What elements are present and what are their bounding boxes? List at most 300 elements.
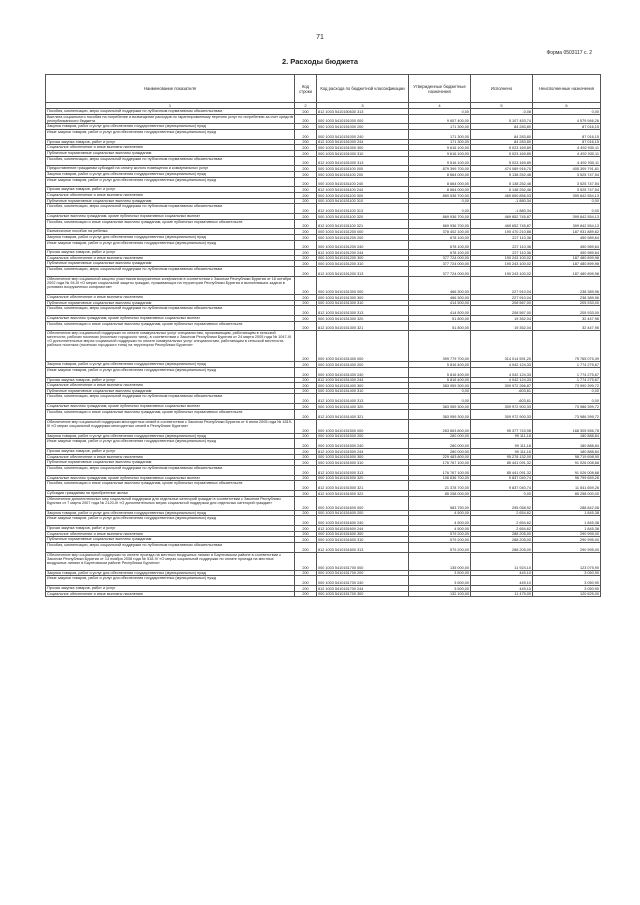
cell-classification-code: 000 1003 5410151300 000 (317, 276, 409, 294)
cell-remaining: 98 719 698,90 (533, 454, 601, 460)
cell-line-code: 200 (295, 448, 317, 454)
cell-classification-code: 000 1003 5410151400 300 (317, 383, 409, 389)
cell-classification-code: 000 1003 5410151600 300 (317, 531, 409, 537)
column-header-name: Наименование показателя (46, 75, 295, 103)
cell-line-code: 200 (295, 267, 317, 277)
cell-classification-code: 000 1003 5410151500 300 (317, 454, 409, 460)
cell-approved: 869 936 700,00 (409, 213, 471, 219)
table-row (46, 542, 601, 552)
cell-name: Социальное обеспечение и иные выплаты населению (46, 591, 295, 597)
cell-executed: 19 352,04 (471, 316, 533, 322)
cell-remaining: 450 989,64 (533, 234, 601, 240)
cell-approved: 5 816 400,00 (409, 367, 471, 377)
cell-remaining: 168 305 556,78 (533, 419, 601, 433)
cell-name: Ежемесячное пособие на ребенка (46, 229, 295, 235)
page-number: 71 (316, 34, 324, 41)
cell-remaining: 399 842 554,13 (533, 213, 601, 219)
cell-remaining: 3 050,90 (533, 570, 601, 576)
cell-approved: 383 959 300,00 (409, 409, 471, 419)
cell-executed: -603,61 (471, 388, 533, 394)
cell-remaining: 32 447,96 (533, 316, 601, 322)
column-header-classification: Код расхода по бюджетной классификации (317, 75, 409, 103)
cell-line-code: 200 (295, 109, 317, 115)
cell-remaining: 3 050,90 (533, 586, 601, 592)
cell-line-code: 200 (295, 404, 317, 410)
cell-executed: 2 654,62 (471, 516, 533, 526)
cell-approved: 85 258 000,00 (409, 490, 471, 496)
cell-executed: 288 205,00 (471, 531, 533, 537)
cell-approved: 263 663 800,00 (409, 419, 471, 433)
cell-name: Публичные нормативные социальные выплаты гражданам (46, 537, 295, 543)
cell-line-code: 200 (295, 439, 317, 449)
cell-name: Иные закупки товаров, работ и услуг для обеспечения государственных (муниципальных) нужд (46, 576, 295, 586)
cell-classification-code: 000 1003 5410151200 240 (317, 240, 409, 250)
cell-approved: 176 767 100,00 (409, 465, 471, 475)
cell-name: Прочая закупка товаров, работ и услуг (46, 377, 295, 383)
cell-name: Прочая закупка товаров, работ и услуг (46, 448, 295, 454)
cell-classification-code: 812 1003 5410151100 321 (317, 219, 409, 229)
table-row (46, 439, 601, 449)
cell-approved: 171 300,00 (409, 124, 471, 130)
cell-line-code: 200 (295, 552, 317, 570)
cell-classification-code: 812 1003 5410151500 321 (317, 481, 409, 491)
cell-remaining: 4 492 930,11 (533, 156, 601, 166)
cell-executed: 227 110,36 (471, 240, 533, 250)
cell-classification-code: 000 1003 5410151100 320 (317, 213, 409, 219)
cell-remaining: 0,00 (533, 109, 601, 115)
cell-line-code: 200 (295, 255, 317, 261)
table-row (46, 394, 601, 404)
cell-classification-code: 812 1003 5410151200 244 (317, 250, 409, 256)
cell-remaining: 290 995,00 (533, 542, 601, 552)
cell-approved: 0,00 (409, 198, 471, 204)
section-title: 2. Расходы бюджета (281, 57, 359, 66)
cell-name: Выплата социального пособия на погребение и возмещение расходов по гарантированному перечню услуг по погребению за счет средств республиканского бюджета (47, 114, 294, 123)
cell-remaining: 399 842 554,13 (533, 192, 601, 198)
column-header-executed: Исполнено (471, 75, 533, 103)
cell-executed: 4 042 124,33 (471, 367, 533, 377)
cell-remaining: 187 480 899,98 (533, 267, 601, 277)
cell-line-code: 200 (295, 229, 317, 235)
cell-classification-code: 000 1003 5410151100 310 (317, 198, 409, 204)
cell-name: Прочая закупка товаров, работ и услуг (46, 586, 295, 592)
cell-remaining: 3 050,90 (533, 576, 601, 586)
cell-approved: 0,00 (409, 394, 471, 404)
cell-approved: 9 616 100,00 (409, 150, 471, 156)
cell-approved: 378 402 100,00 (409, 229, 471, 235)
cell-classification-code: 000 1003 5410151200 200 (317, 234, 409, 240)
cell-remaining: 180 888,84 (533, 439, 601, 449)
cell-name: Публичные нормативные социальные выплаты гражданам (46, 198, 295, 204)
cell-classification-code: 812 1003 5410151400 321 (317, 409, 409, 419)
cell-approved: 4 500,00 (409, 525, 471, 531)
cell-approved: 280 000,00 (409, 448, 471, 454)
cell-approved: 5 816 400,00 (409, 362, 471, 368)
cell-remaining: 205 933,00 (533, 306, 601, 316)
cell-approved: 51 800,00 (409, 321, 471, 331)
cell-classification-code: 000 1003 5410151600 240 (317, 516, 409, 526)
cell-classification-code: 000 1003 5410151500 240 (317, 439, 409, 449)
cell-name: Обеспечение мер социальной поддержки по оплате коммунальных услуг специалистам, проживающим, работающим в сельской местности, рабочих поселках (поселках городского типа), в соответствии с Законом Республики Бурятия от 24 марта 2005 года № 1047-III «О дополнительных мерах социальной поддержки по оплате коммунальных услуг специалистам, работающим в сельской местности, рабочих поселках (поселках городского типа) на территории Республики Бурятия» (46, 331, 295, 362)
cell-executed: 469 650 856,03 (471, 192, 533, 198)
cell-executed: 309 972 900,33 (471, 409, 533, 419)
cell-line-code: 200 (295, 192, 317, 198)
cell-remaining: 180 888,84 (533, 433, 601, 439)
cell-remaining: 290 995,00 (533, 537, 601, 543)
cell-name: Закупка товаров, работ и услуг для обеспечения государственных (муниципальных) нужд (46, 171, 295, 177)
cell-name: Закупка товаров, работ и услуг для обеспечения государственных (муниципальных) нужд (46, 234, 295, 240)
cell-remaining: 4 579 946,26 (533, 114, 601, 124)
cell-name: Пособия, компенсации, меры социальной поддержки по публичным нормативным обязательствам (46, 306, 295, 316)
cell-remaining: 75 765 075,39 (533, 331, 601, 362)
cell-approved: 229 483 800,00 (409, 454, 471, 460)
cell-approved: 377 724 000,00 (409, 255, 471, 261)
cell-executed: 208 567,00 (471, 306, 533, 316)
cell-line-code: 200 (295, 490, 317, 496)
cell-name: Иные закупки товаров, работ и услуг для обеспечения государственных (муниципальных) нужд (46, 516, 295, 526)
cell-line-code: 200 (295, 367, 317, 377)
cell-executed: 19 352,04 (471, 321, 533, 331)
cell-remaining: 1 845,38 (533, 516, 601, 526)
cell-name: Публичные нормативные социальные выплаты гражданам (46, 460, 295, 466)
cell-line-code: 200 (295, 531, 317, 537)
cell-line-code: 200 (295, 409, 317, 419)
cell-executed: 449,10 (471, 586, 533, 592)
cell-executed: 288 205,00 (471, 537, 533, 543)
cell-remaining: 87 016,15 (533, 129, 601, 139)
cell-remaining: 238 389,96 (533, 295, 601, 301)
cell-approved: 9 516 100,00 (409, 156, 471, 166)
cell-name: Социальное обеспечение и иные выплаты населению (46, 383, 295, 389)
cell-name: Публичные нормативные социальные выплаты гражданам (46, 261, 295, 267)
cell-name: Субсидии гражданам на приобретение жилья (46, 490, 295, 496)
cell-classification-code: 000 1003 5410151500 200 (317, 433, 409, 439)
cell-approved: 280 000,00 (409, 433, 471, 439)
cell-name: Иные закупки товаров, работ и услуг для обеспечения государственных (муниципальных) нужд (46, 439, 295, 449)
cell-name: Пособия, компенсации и иные социальные выплаты гражданам, кроме публичных нормативных обязательств (46, 321, 295, 331)
table-row (46, 409, 601, 419)
cell-name: Пособия, компенсации, меры социальной поддержки по публичным нормативным обязательствам (46, 465, 295, 475)
cell-executed: 208 567,00 (471, 300, 533, 306)
table-row (46, 481, 601, 491)
cell-name: Социальное обеспечение и иные выплаты населению (46, 454, 295, 460)
cell-approved: 678 100,00 (409, 250, 471, 256)
cell-remaining: 96 799 659,26 (533, 475, 601, 481)
cell-approved: 280 000,00 (409, 439, 471, 449)
column-number: 3 (317, 103, 409, 109)
cell-name: Социальное обеспечение и иные выплаты населению (46, 255, 295, 261)
table-row (46, 156, 601, 166)
cell-line-code: 200 (295, 388, 317, 394)
cell-executed: 474 089 916,70 (471, 166, 533, 172)
cell-remaining: 4 492 930,11 (533, 145, 601, 151)
cell-classification-code: 000 1003 5410151400 310 (317, 388, 409, 394)
cell-executed: 84 283,80 (471, 124, 533, 130)
table-row (46, 306, 601, 316)
cell-name: Иные закупки товаров, работ и услуг для обеспечения государственных (муниципальных) нужд (46, 129, 295, 139)
cell-executed: 85 441 091,32 (471, 465, 533, 475)
cell-line-code: 200 (295, 377, 317, 383)
cell-name: Социальные выплаты гражданам, кроме публичных нормативных социальных выплат (46, 404, 295, 410)
cell-classification-code: 812 1003 5410151500 322 (317, 490, 409, 496)
cell-name: Прочая закупка товаров, работ и услуг (46, 250, 295, 256)
cell-executed: 449,10 (471, 570, 533, 576)
table-row (46, 419, 601, 433)
cell-line-code: 200 (295, 321, 317, 331)
cell-approved: 0,00 (409, 388, 471, 394)
cell-line-code: 200 (295, 460, 317, 466)
cell-classification-code: 000 1003 5410151500 000 (317, 419, 409, 433)
cell-executed: 295 058,92 (471, 496, 533, 510)
cell-executed: 288 205,00 (471, 542, 533, 552)
cell-line-code: 200 (295, 219, 317, 229)
table-row (46, 496, 601, 510)
column-header-remaining: Неисполненные назначения (533, 75, 601, 103)
cell-classification-code: 812 1003 5410151500 313 (317, 465, 409, 475)
cell-line-code: 200 (295, 537, 317, 543)
cell-line-code: 200 (295, 276, 317, 294)
cell-line-code: 200 (295, 198, 317, 204)
cell-approved: 3 500,00 (409, 576, 471, 586)
cell-executed: 227 110,36 (471, 250, 533, 256)
cell-executed: 84 283,80 (471, 139, 533, 145)
table-row (46, 129, 601, 139)
cell-remaining: 3 525 747,54 (533, 177, 601, 187)
cell-classification-code: 000 1003 5410151100 240 (317, 177, 409, 187)
cell-executed: 5 138 252,46 (471, 177, 533, 187)
cell-executed: 227 910,04 (471, 295, 533, 301)
cell-remaining: 87 016,15 (533, 139, 601, 145)
cell-remaining: 1 774 275,67 (533, 362, 601, 368)
cell-name: Обеспечение дополнительных мер социальной поддержки для отдельных категорий граждан в соответствии с Законом Республики Бурятия от 7 марта 2007 года № 2120-III «О дополнительных мерах социальной поддержки для отдельных категорий граждан» (46, 496, 295, 510)
cell-classification-code: 000 1003 5410151000 200 (317, 124, 409, 130)
cell-name: Социальное обеспечение и иные выплаты населению (46, 295, 295, 301)
cell-name: Иные закупки товаров, работ и услуг для обеспечения государственных (муниципальных) нужд (46, 177, 295, 187)
table-row (46, 219, 601, 229)
cell-name: Пособия, компенсации, меры социальной поддержки по публичным нормативным обязательствам (46, 156, 295, 166)
cell-approved: 8 664 000,00 (409, 187, 471, 193)
cell-line-code: 200 (295, 475, 317, 481)
cell-approved: 51 800,00 (409, 316, 471, 322)
cell-name: Иные закупки товаров, работ и услуг для обеспечения государственных (муниципальных) нужд (46, 367, 295, 377)
cell-remaining: 450 989,64 (533, 250, 601, 256)
column-number: 1 (46, 103, 295, 109)
cell-line-code: 200 (295, 542, 317, 552)
cell-approved: 21 378 700,00 (409, 481, 471, 491)
cell-classification-code: 000 1003 5410151700 300 (317, 591, 409, 597)
column-header-line-code: Код строки (295, 75, 317, 103)
cell-remaining: 238 389,96 (533, 276, 601, 294)
cell-remaining: 11 541 659,26 (533, 481, 601, 491)
cell-classification-code: 000 1003 5410151000 240 (317, 129, 409, 139)
cell-approved: 678 100,00 (409, 234, 471, 240)
cell-approved: 8 664 000,00 (409, 177, 471, 187)
cell-classification-code: 000 1003 5410151300 300 (317, 295, 409, 301)
cell-approved: 106 636 700,00 (409, 475, 471, 481)
cell-line-code: 200 (295, 139, 317, 145)
cell-executed: 2 654,62 (471, 510, 533, 516)
cell-executed: 309 972 900,33 (471, 404, 533, 410)
cell-classification-code: 000 1003 5410151400 000 (317, 331, 409, 362)
cell-approved: 466 300,00 (409, 276, 471, 294)
cell-line-code: 200 (295, 433, 317, 439)
cell-approved: 383 959 300,00 (409, 383, 471, 389)
cell-approved: 377 724 000,00 (409, 261, 471, 267)
cell-classification-code: 000 1003 5410151400 320 (317, 404, 409, 410)
cell-name: Пособия, компенсации, меры социальной поддержки по публичным нормативным обязательствам (46, 542, 295, 552)
cell-name: Социальное обеспечение и иные выплаты населению (46, 145, 295, 151)
cell-executed: 469 652 745,87 (471, 213, 533, 219)
cell-approved: 0,00 (409, 204, 471, 214)
cell-name: Пособия, компенсации и иные социальные выплаты гражданам, кроме публичных нормативных обязательств (46, 219, 295, 229)
table-row (46, 276, 601, 294)
cell-classification-code: 000 1003 5410151200 310 (317, 261, 409, 267)
cell-approved: 579 200,00 (409, 531, 471, 537)
cell-line-code: 200 (295, 124, 317, 130)
cell-executed: 227 110,36 (471, 234, 533, 240)
cell-line-code: 200 (295, 465, 317, 475)
cell-name: Публичные нормативные социальные выплаты гражданам (46, 388, 295, 394)
cell-executed: 190 470 210,88 (471, 229, 533, 235)
cell-line-code: 200 (295, 213, 317, 219)
cell-name: Пособия, компенсации, меры социальной поддержки по публичным нормативным обязательствам (46, 204, 295, 214)
cell-executed: 314 014 591,20 (471, 331, 533, 362)
table-row (46, 240, 601, 250)
cell-classification-code: 812 1003 5410151300 321 (317, 321, 409, 331)
cell-name: Закупка товаров, работ и услуг для обеспечения государственных (муниципальных) нужд (46, 570, 295, 576)
cell-remaining: 0,00 (533, 204, 601, 214)
cell-name: Публичные нормативные социальные выплаты гражданам (46, 150, 295, 156)
cell-executed: 84 283,80 (471, 129, 533, 139)
cell-classification-code: 000 1003 5410151600 310 (317, 537, 409, 543)
column-number: 2 (295, 103, 317, 109)
cell-line-code: 200 (295, 586, 317, 592)
table-header-row (46, 75, 601, 103)
cell-executed: 309 972 266,87 (471, 383, 533, 389)
cell-line-code: 200 (295, 156, 317, 166)
cell-line-code: 200 (295, 525, 317, 531)
cell-executed: 11 924,10 (471, 552, 533, 570)
cell-executed: 190 243 100,02 (471, 267, 533, 277)
column-number: 6 (533, 103, 601, 109)
cell-approved: 579 200,00 (409, 542, 471, 552)
cell-name: Социальные выплаты гражданам, кроме публичных нормативных социальных выплат (46, 213, 295, 219)
cell-classification-code: 000 1003 5410151300 310 (317, 300, 409, 306)
cell-line-code: 200 (295, 129, 317, 139)
cell-remaining: 1 774 275,67 (533, 367, 601, 377)
cell-approved: 3 500,00 (409, 570, 471, 576)
cell-classification-code: 000 1003 5410151400 240 (317, 367, 409, 377)
cell-remaining: 187 931 889,62 (533, 229, 601, 235)
cell-name: Публичные нормативные социальные выплаты гражданам (46, 300, 295, 306)
table-row (46, 465, 601, 475)
cell-approved: 583 750,00 (409, 496, 471, 510)
cell-executed: 469 652 745,87 (471, 219, 533, 229)
cell-classification-code: 000 1003 5410151400 200 (317, 362, 409, 368)
column-header-approved: Утвержденные бюджетные назначения (409, 75, 471, 103)
cell-classification-code: 000 1003 5410151100 300 (317, 192, 409, 198)
cell-executed: 5 023 169,89 (471, 156, 533, 166)
cell-remaining: 288 842,08 (533, 496, 601, 510)
cell-remaining: 405 309 791,61 (533, 166, 601, 172)
cell-line-code: 200 (295, 166, 317, 172)
cell-remaining: 123 075,90 (533, 552, 601, 570)
cell-remaining: 1 845,38 (533, 510, 601, 516)
cell-executed: -0,08 (471, 109, 533, 115)
cell-line-code: 200 (295, 394, 317, 404)
cell-executed: 5 107 453,74 (471, 114, 533, 124)
cell-classification-code: 812 1003 5410151300 313 (317, 306, 409, 316)
cell-classification-code: 000 1003 5410151700 200 (317, 570, 409, 576)
cell-line-code: 200 (295, 496, 317, 510)
cell-name: Закупка товаров, работ и услуг для обеспечения государственных (муниципальных) нужд (46, 433, 295, 439)
table-row (46, 367, 601, 377)
cell-line-code: 200 (295, 171, 317, 177)
cell-approved: 132 100,00 (409, 591, 471, 597)
cell-remaining: 205 933,00 (533, 300, 601, 306)
cell-executed: 95 278 132,00 (471, 454, 533, 460)
cell-remaining: 87 016,15 (533, 124, 601, 130)
cell-remaining: 73 986 399,72 (533, 409, 601, 419)
cell-executed: 5 138 252,46 (471, 171, 533, 177)
cell-remaining: 0,00 (533, 394, 601, 404)
cell-executed: 4 042 124,33 (471, 362, 533, 368)
cell-approved: 9 657 400,00 (409, 114, 471, 124)
cell-approved: 4 500,00 (409, 510, 471, 516)
table-row (46, 331, 601, 362)
cell-line-code: 200 (295, 150, 317, 156)
cell-classification-code: 000 1003 5410151500 310 (317, 460, 409, 466)
cell-name: Пособия, компенсации, меры социальной поддержки по публичным нормативным обязательствам (46, 394, 295, 404)
cell-approved: 4 500,00 (409, 516, 471, 526)
table-row (46, 591, 601, 597)
cell-approved: 5 816 400,00 (409, 377, 471, 383)
cell-line-code: 200 (295, 295, 317, 301)
cell-executed: 190 243 100,02 (471, 255, 533, 261)
table-body (46, 103, 601, 597)
cell-name: Социальное обеспечение и иные выплаты населению (46, 531, 295, 537)
cell-classification-code: 812 1003 5410151400 244 (317, 377, 409, 383)
table-row (46, 552, 601, 570)
cell-approved: 414 500,00 (409, 306, 471, 316)
cell-executed: 449,10 (471, 576, 533, 586)
cell-name: Закупка товаров, работ и услуг для обеспечения государственных (муниципальных) нужд (46, 362, 295, 368)
cell-remaining: 399 842 554,13 (533, 219, 601, 229)
cell-name: Предоставление гражданам субсидий на оплату жилого помещения и коммунальных услуг (46, 166, 295, 172)
cell-executed: 9 837 040,74 (471, 475, 533, 481)
cell-line-code: 200 (295, 306, 317, 316)
cell-remaining: 3 525 747,54 (533, 187, 601, 193)
cell-name: Пособия, компенсации, меры социальной поддержки по публичным нормативным обязательствам (46, 267, 295, 277)
cell-classification-code: 000 1003 5410151700 240 (317, 576, 409, 586)
expenditure-table (45, 74, 601, 597)
cell-classification-code: 000 1003 5410151000 300 (317, 145, 409, 151)
cell-classification-code: 812 1003 5410151000 313 (317, 156, 409, 166)
cell-line-code: 200 (295, 383, 317, 389)
cell-line-code: 200 (295, 250, 317, 256)
cell-approved: 377 724 000,00 (409, 267, 471, 277)
cell-classification-code: 812 1003 5410151600 244 (317, 525, 409, 531)
cell-remaining: 1 774 275,67 (533, 377, 601, 383)
cell-remaining: 187 480 899,98 (533, 255, 601, 261)
cell-executed: 99 111,16 (471, 433, 533, 439)
cell-executed: 5 023 169,89 (471, 150, 533, 156)
cell-name: Пособия, компенсации и иные социальные выплаты гражданам, кроме публичных нормативных обязательств (46, 481, 295, 491)
cell-classification-code: 812 1003 5410151700 244 (317, 586, 409, 592)
cell-line-code: 200 (295, 481, 317, 491)
cell-remaining: 0,00 (533, 388, 601, 394)
cell-name: Социальные выплаты гражданам, кроме публичных нормативных социальных выплат (46, 316, 295, 322)
